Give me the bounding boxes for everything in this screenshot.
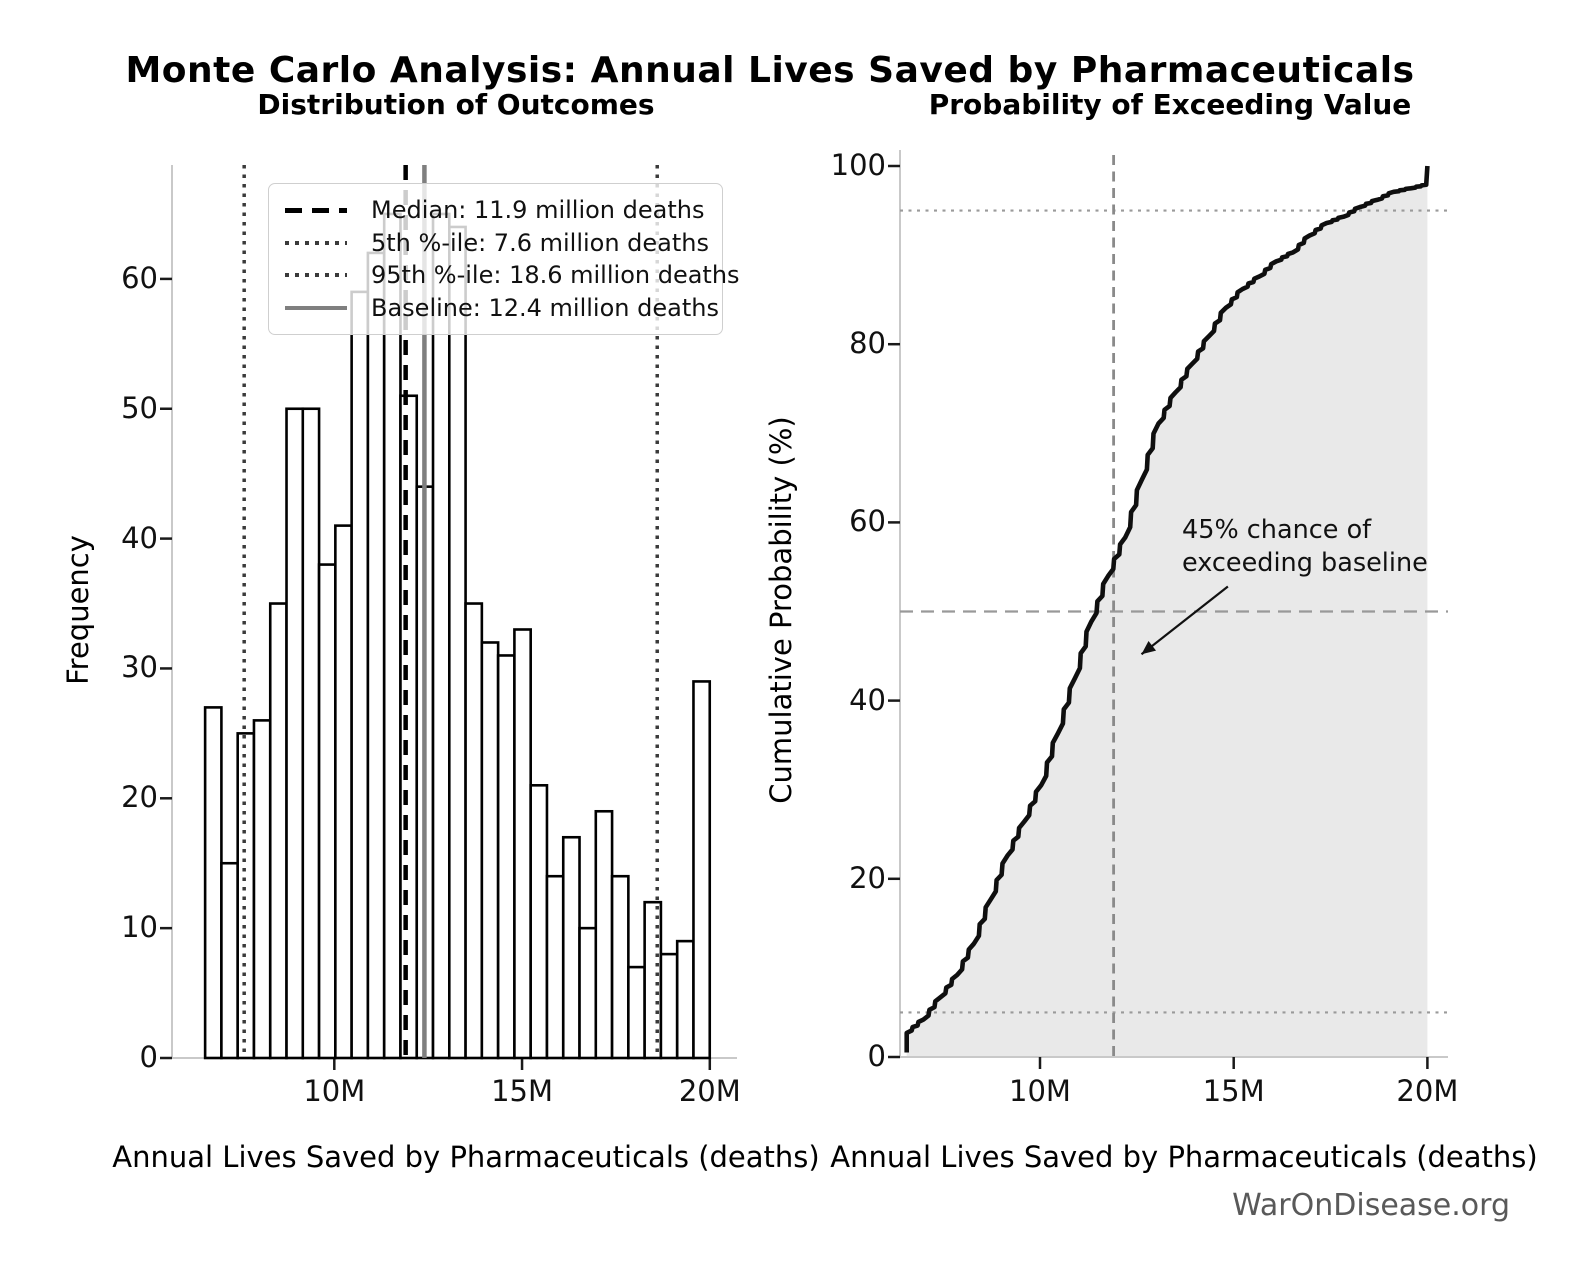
right-x-axis-label: Annual Lives Saved by Pharmaceuticals (deaths) bbox=[830, 1140, 1538, 1174]
left-x-tick-label: 15M bbox=[491, 1074, 554, 1108]
histogram-bar bbox=[270, 604, 286, 1058]
right-y-tick-label: 20 bbox=[849, 860, 886, 895]
histogram-bar bbox=[319, 565, 335, 1058]
histogram-bar bbox=[335, 526, 351, 1058]
baseline-solid-line-sample bbox=[285, 306, 347, 310]
histogram-bar bbox=[628, 967, 644, 1058]
legend-label: Baseline: 12.4 million deaths bbox=[371, 293, 719, 322]
figure-title: Monte Carlo Analysis: Annual Lives Saved by Pharmaceuticals bbox=[125, 50, 1415, 91]
right-y-tick-label: 60 bbox=[849, 504, 886, 539]
histogram-bar bbox=[221, 863, 237, 1058]
percentile-dotted-line-sample bbox=[285, 273, 347, 277]
histogram-bar bbox=[400, 396, 416, 1058]
percentile-dotted-line-sample bbox=[285, 241, 347, 245]
histogram-bar bbox=[596, 811, 612, 1058]
right-y-axis-label: Cumulative Probability (%) bbox=[764, 416, 798, 804]
left-y-axis-label: Frequency bbox=[61, 535, 95, 685]
histogram-bar bbox=[205, 707, 221, 1058]
histogram-bar bbox=[384, 214, 400, 1058]
left-y-tick-label: 30 bbox=[121, 650, 158, 685]
histogram-bar bbox=[466, 604, 482, 1058]
legend-item-5th-percentile bbox=[285, 227, 710, 260]
histogram-bar bbox=[238, 733, 254, 1058]
histogram-bar bbox=[482, 642, 498, 1058]
histogram-bar bbox=[563, 837, 579, 1058]
median-dashed-line-sample bbox=[285, 208, 347, 213]
histogram-bar bbox=[368, 253, 384, 1058]
annotation-line-1: 45% chance of bbox=[1182, 515, 1372, 545]
right-y-tick-label: 80 bbox=[849, 326, 886, 361]
legend-item-baseline bbox=[285, 292, 719, 325]
histogram-bar bbox=[303, 409, 319, 1058]
right-y-tick-label: 0 bbox=[867, 1039, 886, 1073]
legend-label: Median: 11.9 million deaths bbox=[371, 196, 705, 225]
legend-label: 95th %-ile: 18.6 million deaths bbox=[371, 261, 740, 290]
histogram-bar bbox=[661, 954, 677, 1058]
histogram-bar bbox=[677, 941, 693, 1058]
left-x-axis-label: Annual Lives Saved by Pharmaceuticals (deaths) bbox=[112, 1140, 820, 1174]
right-chart-title: Probability of Exceeding Value bbox=[928, 88, 1412, 121]
histogram-bar bbox=[254, 720, 270, 1058]
left-y-tick-label: 60 bbox=[121, 260, 158, 295]
histogram-bar bbox=[693, 681, 709, 1058]
left-y-tick-label: 10 bbox=[121, 910, 158, 945]
histogram-bar bbox=[531, 785, 547, 1058]
histogram-bar bbox=[612, 876, 628, 1058]
histogram-bar bbox=[433, 214, 449, 1058]
left-y-tick-label: 50 bbox=[121, 390, 158, 425]
right-y-tick-label: 40 bbox=[849, 682, 886, 717]
annotation-line-2: exceeding baseline bbox=[1182, 548, 1428, 578]
legend-label: 5th %-ile: 7.6 million deaths bbox=[371, 228, 710, 257]
left-y-tick-label: 40 bbox=[121, 520, 158, 555]
histogram-bar bbox=[547, 876, 563, 1058]
left-y-tick-label: 0 bbox=[139, 1040, 158, 1074]
right-y-tick-label: 100 bbox=[830, 148, 886, 182]
right-x-tick-label: 15M bbox=[1202, 1074, 1265, 1108]
histogram-bar bbox=[514, 629, 530, 1058]
left-x-tick-label: 20M bbox=[678, 1074, 741, 1108]
left-chart-title: Distribution of Outcomes bbox=[257, 88, 655, 121]
legend-item-median bbox=[285, 194, 706, 227]
histogram-bar bbox=[580, 928, 596, 1058]
histogram-bar bbox=[352, 292, 368, 1058]
right-x-tick-label: 10M bbox=[1009, 1074, 1071, 1108]
legend bbox=[268, 183, 740, 335]
left-y-tick-label: 20 bbox=[121, 780, 158, 815]
histogram-bar bbox=[287, 409, 303, 1058]
watermark: WarOnDisease.org bbox=[1232, 1188, 1510, 1223]
legend-item-95th-percentile bbox=[285, 259, 740, 292]
histogram-bar bbox=[449, 227, 465, 1058]
right-x-tick-label: 20M bbox=[1396, 1074, 1459, 1108]
cdf-annotation bbox=[1182, 514, 1428, 580]
left-x-tick-label: 10M bbox=[303, 1074, 366, 1108]
histogram-bar bbox=[498, 655, 514, 1058]
